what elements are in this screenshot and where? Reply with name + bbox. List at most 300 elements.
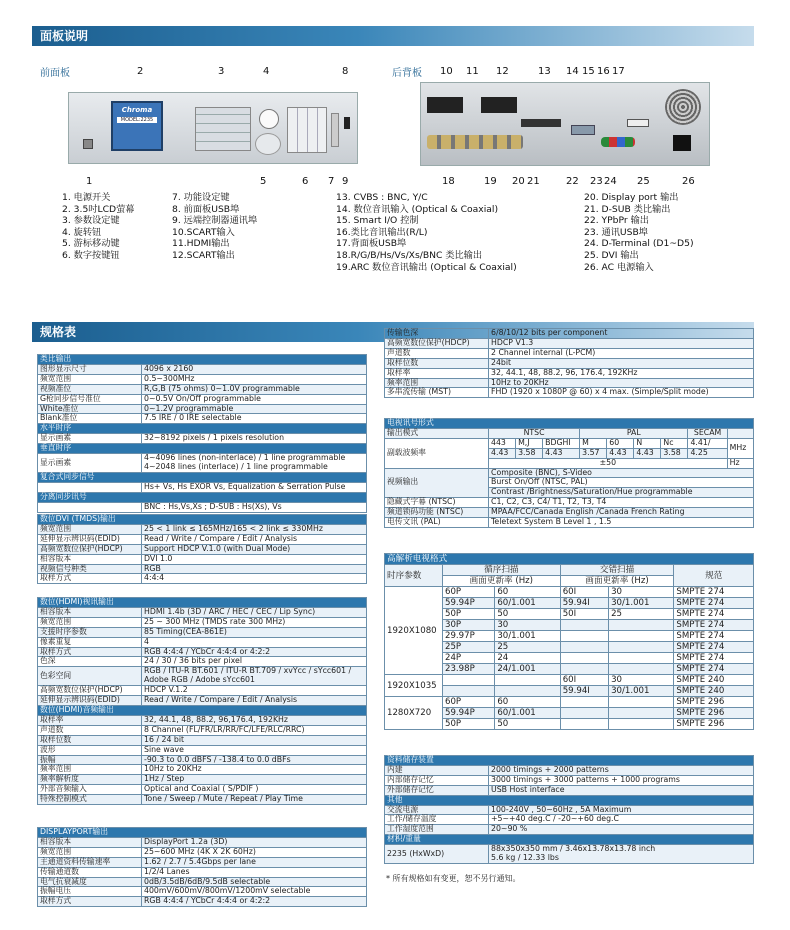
spec-key: 特殊控制模式 xyxy=(38,795,142,805)
spec-row xyxy=(38,524,367,534)
legend-item: 18.R/G/B/Hs/Vs/Xs/BNC 类比输出 xyxy=(336,249,483,261)
hdtv-standard-header: 规范 xyxy=(674,565,754,587)
spec-row xyxy=(38,837,367,847)
spec-section-header: 复合式同步信号 xyxy=(38,472,367,482)
spec-row xyxy=(38,374,367,384)
spec-key: 主通道资料传输速率 xyxy=(38,857,142,867)
front-usb-port[interactable] xyxy=(344,117,350,129)
spec-value: 7.5 IRE / 0 IRE selectable xyxy=(142,414,367,424)
tv-sys: Nc xyxy=(661,438,688,448)
legend-item: 13. CVBS : BNC, Y/C xyxy=(336,192,428,203)
callout-16: 16 xyxy=(597,66,610,77)
spec-row xyxy=(38,544,367,554)
legend-item: 3. 参数设定键 xyxy=(62,215,120,227)
hdtv-cell xyxy=(609,664,674,675)
spec-value: 25~600 MHz (4K X 2K 60Hz) xyxy=(142,847,367,857)
hdtv-cell xyxy=(609,697,674,708)
spec-row xyxy=(38,657,367,667)
spec-value: RGB 4:4:4 / YCbCr 4:4:4 or 4:2:2 xyxy=(142,897,367,907)
rear-panel-photo xyxy=(420,82,710,166)
callout-21: 21 xyxy=(527,176,540,187)
hdtv-cell: SMPTE 274 xyxy=(674,598,754,609)
power-switch[interactable] xyxy=(83,139,93,149)
spec-value: RGB xyxy=(142,564,367,574)
spec-value: 8 Channel (FL/FR/LR/RR/FC/LFE/RLC/RRC) xyxy=(142,725,367,735)
spec-row xyxy=(38,454,367,473)
spec-value: DVI 1.0 xyxy=(142,554,367,564)
spec-row xyxy=(385,815,754,825)
spec-key: 相容版本 xyxy=(38,607,142,617)
spec-key: 显示画素 xyxy=(38,454,142,473)
spec-key: 取样率 xyxy=(385,368,489,378)
tv-freq: 4.25 xyxy=(688,448,727,458)
spec-value: DisplayPort 1.2a (3D) xyxy=(142,837,367,847)
spec-row xyxy=(38,607,367,617)
hdtv-cell: 50I xyxy=(560,609,608,620)
spec-key: 频率范围 xyxy=(38,765,142,775)
hdtv-resolution: 1920X1080 xyxy=(385,587,443,675)
spec-key: 相容版本 xyxy=(38,837,142,847)
spec-value: Optical and Coaxial ( S/PDIF ) xyxy=(142,785,367,795)
front-panel-label: 前面板 xyxy=(40,68,70,79)
spec-value: 0~0.5V On/Off programmable xyxy=(142,394,367,404)
hdtv-rate-header: 画面更新率 (Hz) xyxy=(443,576,561,587)
hdtv-cell: 50P xyxy=(443,719,495,730)
spec-key: 高频宽数位保护(HDCP) xyxy=(38,686,142,696)
spec-key: 支援时序参数 xyxy=(38,627,142,637)
dsub-output[interactable] xyxy=(571,125,595,135)
hdtv-cell: 60P xyxy=(443,587,495,598)
hdtv-cell xyxy=(560,664,608,675)
hdtv-cell xyxy=(443,675,495,686)
spec-key: 取样方式 xyxy=(38,647,142,657)
spec-value: 1.62 / 2.7 / 5.4Gbps per lane xyxy=(142,857,367,867)
hdtv-cell: 25P xyxy=(443,642,495,653)
number-keypad[interactable] xyxy=(287,107,327,153)
spec-value: 4:4:4 xyxy=(142,574,367,584)
hdtv-rate-header: 画面更新率 (Hz) xyxy=(560,576,674,587)
spec-row xyxy=(385,348,754,358)
callout-24: 24 xyxy=(604,176,617,187)
hdtv-cell: SMPTE 240 xyxy=(674,675,754,686)
spec-value: 4 xyxy=(142,637,367,647)
spec-key: 延伸显示辨识码(EDID) xyxy=(38,696,142,706)
hdtv-cell: 30/1.001 xyxy=(609,598,674,609)
tv-subcarrier-label: 副载波频率 xyxy=(385,438,489,468)
spec-row xyxy=(38,617,367,627)
callout-5: 5 xyxy=(260,176,267,187)
legend-item: 8. 前面板USB埠 xyxy=(172,203,240,215)
hdtv-cell xyxy=(495,686,560,697)
spec-row xyxy=(38,667,367,686)
callout-13: 13 xyxy=(538,66,551,77)
hdtv-cell: 60I xyxy=(560,675,608,686)
tv-freq: 3.58 xyxy=(661,448,688,458)
tv-freq: 4.43 xyxy=(634,448,661,458)
callout-19: 19 xyxy=(484,176,497,187)
dvi-output[interactable] xyxy=(627,119,649,127)
hdtv-cell: 60I xyxy=(560,587,608,598)
hdtv-cell: 29.97P xyxy=(443,631,495,642)
hdtv-cell xyxy=(609,708,674,719)
callout-18: 18 xyxy=(442,176,455,187)
spec-key xyxy=(38,502,142,512)
spec-row xyxy=(385,805,754,815)
spec-value: 24bit xyxy=(489,358,754,368)
legend-item: 9. 远端控制器通讯埠 xyxy=(172,215,258,227)
hdtv-cell: 25 xyxy=(609,609,674,620)
bnc-row[interactable] xyxy=(427,135,523,149)
hdtv-cell xyxy=(560,719,608,730)
spec-table-dvi xyxy=(37,514,367,584)
hdtv-cell: SMPTE 296 xyxy=(674,719,754,730)
spec-key: 传输通道数 xyxy=(38,867,142,877)
hdtv-cell: SMPTE 296 xyxy=(674,708,754,719)
spec-row xyxy=(38,745,367,755)
spec-table-storage xyxy=(384,755,754,864)
spec-row xyxy=(38,867,367,877)
spec-key: 工作湿度范围 xyxy=(385,825,489,835)
spec-key: 高频宽数位保护(HDCP) xyxy=(38,544,142,554)
spec-row xyxy=(38,765,367,775)
spec-row xyxy=(38,502,367,512)
scart-input[interactable] xyxy=(427,97,463,113)
spec-value: -90.3 to 0.0 dBFS / -138.4 to 0.0 dBFs xyxy=(142,755,367,765)
spec-row xyxy=(38,554,367,564)
spec-key: 2235 (HxWxD) xyxy=(385,845,489,864)
footnote: * 所有规格如有变更，恕不另行通知。 xyxy=(386,874,521,883)
screen-model: MODEL:2235 xyxy=(117,117,157,123)
rotary-knob[interactable] xyxy=(259,109,279,129)
legend-item: 4. 旋转钮 xyxy=(62,226,102,238)
hdtv-cell: 60P xyxy=(443,697,495,708)
tv-video-label: 视频输出 xyxy=(385,468,489,498)
spec-value: 25 < 1 link ≤ 165MHz/165 < 2 link ≤ 330MHz xyxy=(142,524,367,534)
spec-row xyxy=(385,388,754,398)
callout-2: 2 xyxy=(137,66,144,77)
hdtv-cell: SMPTE 240 xyxy=(674,686,754,697)
spec-value: 10Hz to 20KHz xyxy=(489,378,754,388)
spec-key: 视频信号种类 xyxy=(38,564,142,574)
hdtv-1035-rows xyxy=(385,675,754,697)
hdtv-cell xyxy=(495,675,560,686)
spec-row xyxy=(38,795,367,805)
callout-17: 17 xyxy=(612,66,625,77)
hdtv-resolution: 1920X1035 xyxy=(385,675,443,697)
spec-value: 2 Channel internal (L-PCM) xyxy=(489,348,754,358)
hdtv-cell: 60/1.001 xyxy=(495,598,560,609)
spec-key: 内部储存记忆 xyxy=(385,775,489,785)
spec-table-hdtv xyxy=(384,553,754,730)
legend-item: 11.HDMI输出 xyxy=(172,238,230,250)
cursor-keys[interactable] xyxy=(255,133,281,155)
tv-sys: M xyxy=(580,438,607,448)
spec-row xyxy=(385,845,754,864)
spec-value: 1Hz / Step xyxy=(142,775,367,785)
hdtv-cell xyxy=(560,620,608,631)
scart-output[interactable] xyxy=(481,97,517,113)
hdtv-cell: 60 xyxy=(495,697,560,708)
hdtv-cell: SMPTE 274 xyxy=(674,642,754,653)
hdtv-cell xyxy=(609,719,674,730)
tv-mhz: MHz xyxy=(727,438,753,458)
tv-freq: 4.43 xyxy=(489,448,516,458)
legend-item: 1. 电源开关 xyxy=(62,192,111,203)
spec-key: 相容版本 xyxy=(38,554,142,564)
param-keys[interactable] xyxy=(195,107,251,151)
spec-value: 10Hz to 20KHz xyxy=(142,765,367,775)
hdtv-cell: 50 xyxy=(495,719,560,730)
spec-value: 4096 x 2160 xyxy=(142,364,367,374)
spec-row xyxy=(38,637,367,647)
callout-3: 3 xyxy=(218,66,225,77)
spec-key: 频宽范围 xyxy=(38,374,142,384)
spec-key: 频宽范围 xyxy=(38,524,142,534)
spec-table-analog xyxy=(37,354,367,513)
spec-value: RGB 4:4:4 / YCbCr 4:4:4 or 4:2:2 xyxy=(142,647,367,657)
spec-value: HDCP V.1.2 xyxy=(142,686,367,696)
hdtv-cell: 30/1.001 xyxy=(495,631,560,642)
spec-key: 内建 xyxy=(385,765,489,775)
ypbpr-output[interactable] xyxy=(601,137,635,147)
spec-value: Hs+ Vs, Hs EXOR Vs, Equalization & Serration Pulse xyxy=(142,482,367,492)
tv-tolerance: ±50 xyxy=(489,458,728,468)
hdtv-cell: SMPTE 296 xyxy=(674,697,754,708)
spec-key: 频宽范围 xyxy=(38,847,142,857)
hdtv-cell: 24/1.001 xyxy=(495,664,560,675)
spec-section-title: 规格表 xyxy=(32,322,754,342)
tv-secam: SECAM xyxy=(688,428,727,438)
hdtv-720-rows xyxy=(385,697,754,730)
hdtv-title: 高解析电视格式 xyxy=(385,554,754,565)
hdtv-cell: 30 xyxy=(609,675,674,686)
spec-row xyxy=(38,715,367,725)
tv-teletext-label: 电传文讯 (PAL) xyxy=(385,518,489,528)
spec-table-tv-signal xyxy=(384,418,754,528)
spec-value: Sine wave xyxy=(142,745,367,755)
spec-row xyxy=(38,627,367,637)
spec-value: +5~+40 deg.C / -20~+60 deg.C xyxy=(489,815,754,825)
hdtv-cell: 59.94I xyxy=(560,686,608,697)
spec-value: 85 Timing(CEA-861E) xyxy=(142,627,367,637)
spec-value: 32~8192 pixels / 1 pixels resolution xyxy=(142,434,367,444)
spec-key: 取样方式 xyxy=(38,574,142,584)
spec-section-header: 水平时序 xyxy=(38,424,367,434)
spec-row xyxy=(38,887,367,897)
spec-value: 2000 timings + 2000 patterns xyxy=(489,765,754,775)
legend-item: 5. 游标移动键 xyxy=(62,238,120,250)
legend-item: 26. AC 电源输入 xyxy=(584,261,654,273)
spec-value: HDMI 1.4b (3D / ARC / HEC / CEC / Lip Sync) xyxy=(142,607,367,617)
legend-item: 10.SCART输入 xyxy=(172,226,235,238)
spec-row xyxy=(385,338,754,348)
spec-row xyxy=(385,775,754,785)
front-legend-col1 xyxy=(62,192,134,262)
tv-sys: 443 xyxy=(489,438,516,448)
spec-value: 6/8/10/12 bits per component xyxy=(489,329,754,339)
spec-key: 视频准位 xyxy=(38,384,142,394)
tv-sys: M,J xyxy=(516,438,543,448)
legend-item: 12.SCART输出 xyxy=(172,249,235,261)
hdtv-cell: 50 xyxy=(495,609,560,620)
tv-lock-label: 频道锁码功能 (NTSC) xyxy=(385,508,489,518)
spec-key: 取样位数 xyxy=(38,735,142,745)
spec-value: 24 / 30 / 36 bits per pixel xyxy=(142,657,367,667)
spec-key: Blank准位 xyxy=(38,414,142,424)
tv-lock: MPAA/FCC/Canada English /Canada French Rating xyxy=(489,508,754,518)
tv-sys: N xyxy=(634,438,661,448)
spec-section-header: 数位(HDMI)视讯输出 xyxy=(38,598,367,608)
hdtv-cell: 59.94I xyxy=(560,598,608,609)
hdtv-cell: SMPTE 274 xyxy=(674,609,754,620)
ac-power-input[interactable] xyxy=(673,135,691,151)
spec-value: 16 / 24 bit xyxy=(142,735,367,745)
spec-row xyxy=(38,564,367,574)
legend-item: 19.ARC 数位音讯输出 (Optical & Coaxial) xyxy=(336,261,517,273)
spec-key: 取样方式 xyxy=(38,897,142,907)
spec-table-displayport xyxy=(37,827,367,907)
spec-key: 外部储存记忆 xyxy=(385,785,489,795)
hdtv-cell xyxy=(609,653,674,664)
spec-key: 振幅电压 xyxy=(38,887,142,897)
spec-value: 32, 44.1, 48, 88.2, 96, 176.4, 192KHz xyxy=(489,368,754,378)
hdtv-cell: SMPTE 274 xyxy=(674,631,754,642)
hdtv-cell xyxy=(560,708,608,719)
spec-table-hdmi xyxy=(37,597,367,805)
hdtv-cell: 24P xyxy=(443,653,495,664)
legend-item: 2. 3.5吋LCD萤幕 xyxy=(62,203,135,215)
tv-sys: BDGHI xyxy=(543,438,580,448)
tv-ntsc: NTSC xyxy=(489,428,580,438)
screen-brand: Chroma xyxy=(121,106,153,114)
spec-key: 声道数 xyxy=(385,348,489,358)
spec-value: Tone / Sweep / Mute / Repeat / Play Time xyxy=(142,795,367,805)
spec-row xyxy=(38,725,367,735)
rear-legend-col1 xyxy=(336,192,517,273)
spec-value: RGB / ITU-R BT.601 / ITU-R BT.709 / xvYcc / sYcc601 / Adobe RGB / Adobe sYcc601 xyxy=(142,667,367,686)
spec-value: 32, 44.1, 48, 88.2, 96,176.4, 192KHz xyxy=(142,715,367,725)
spec-key: G枪同步信号准位 xyxy=(38,394,142,404)
hdtv-row xyxy=(385,675,754,686)
spec-key: 显示画素 xyxy=(38,434,142,444)
spec-key: 电气抗衰减度 xyxy=(38,877,142,887)
callout-9: 9 xyxy=(342,176,349,187)
spec-key: 取样率 xyxy=(38,715,142,725)
spec-row xyxy=(385,329,754,339)
spec-value: 4~4096 lines (non-interlace) / 1 line programmable 4~2048 lines (interlace) / 1 line programmable xyxy=(142,454,367,473)
spec-key: 多串流传输 (MST) xyxy=(385,388,489,398)
spec-key: 频率范围 xyxy=(385,378,489,388)
spec-value: 25 ~ 300 MHz (TMDS rate 300 MHz) xyxy=(142,617,367,627)
spec-row xyxy=(38,897,367,907)
hdtv-cell xyxy=(560,631,608,642)
callout-12: 12 xyxy=(496,66,509,77)
front-legend-col2 xyxy=(172,192,257,262)
hdtv-cell xyxy=(560,642,608,653)
callout-1: 1 xyxy=(86,176,93,187)
hdtv-progressive-header: 循序扫描 xyxy=(443,565,561,576)
spec-key: 色深 xyxy=(38,657,142,667)
hdtv-cell: SMPTE 274 xyxy=(674,653,754,664)
hdtv-cell xyxy=(609,631,674,642)
tv-output-mode-label: 输出模式 xyxy=(385,428,489,438)
spec-value: R,G,B (75 ohms) 0~1.0V programmable xyxy=(142,384,367,394)
spec-value: 0.5~300MHz xyxy=(142,374,367,384)
tv-sys: 60 xyxy=(607,438,634,448)
spec-key: 色彩空间 xyxy=(38,667,142,686)
spec-section-header: 数位(HDMI)音频输出 xyxy=(38,705,367,715)
spec-value: BNC : Hs,Vs,Xs ; D-SUB : Hs(Xs), Vs xyxy=(142,502,367,512)
callout-26: 26 xyxy=(682,176,695,187)
function-keys[interactable] xyxy=(331,113,339,147)
tv-cc: C1, C2, C3, C4/ T1, T2, T3, T4 xyxy=(489,498,754,508)
spec-row xyxy=(38,482,367,492)
hdtv-cell: 30/1.001 xyxy=(609,686,674,697)
tv-freq: 3.57 xyxy=(580,448,607,458)
tv-title: 电视讯号形式 xyxy=(385,419,754,429)
hdtv-cell: SMPTE 274 xyxy=(674,620,754,631)
spec-section-header: 垂直时序 xyxy=(38,444,367,454)
spec-value: Read / Write / Compare / Edit / Analysis xyxy=(142,696,367,706)
rear-legend-col2 xyxy=(584,192,694,273)
tv-video: Composite (BNC), S-Video xyxy=(489,468,754,478)
lcd-screen xyxy=(111,101,163,151)
hdtv-cell xyxy=(443,686,495,697)
legend-item: 7. 功能设定键 xyxy=(172,192,230,203)
hdtv-cell: 25 xyxy=(495,642,560,653)
hdtv-cell: 30 xyxy=(495,620,560,631)
callout-4: 4 xyxy=(263,66,270,77)
hdtv-cell: 30P xyxy=(443,620,495,631)
spec-row xyxy=(385,785,754,795)
hdtv-cell: 30 xyxy=(609,587,674,598)
hdtv-cell: 60 xyxy=(495,587,560,598)
spec-value: 0dB/3.5dB/6dB/9.5dB selectable xyxy=(142,877,367,887)
callout-25: 25 xyxy=(637,176,650,187)
front-panel-photo xyxy=(68,92,358,164)
spec-key: 像素重复 xyxy=(38,637,142,647)
spec-key: 取样位数 xyxy=(385,358,489,368)
spec-section-header: DISPLAYPORT输出 xyxy=(38,828,367,838)
tv-freq: 3.58 xyxy=(516,448,543,458)
spec-value: 100-240V , 50~60Hz , 5A Maximum xyxy=(489,805,754,815)
tv-empty-cell xyxy=(727,428,753,438)
legend-item: 17.背面板USB埠 xyxy=(336,238,407,250)
spec-value: HDCP V1.3 xyxy=(489,338,754,348)
spec-value: 20~90 % xyxy=(489,825,754,835)
spec-key: 工作/储存温度 xyxy=(385,815,489,825)
spec-value: 0~1.2V programmable xyxy=(142,404,367,414)
legend-item: 24. D-Terminal (D1~D5) xyxy=(584,238,694,250)
hdmi-ports[interactable] xyxy=(521,119,561,127)
spec-key: 延伸显示辨识码(EDID) xyxy=(38,534,142,544)
spec-row xyxy=(38,857,367,867)
spec-row xyxy=(38,534,367,544)
spec-row xyxy=(385,358,754,368)
hdtv-cell: 24 xyxy=(495,653,560,664)
spec-value: Support HDCP V.1.0 (with Dual Mode) xyxy=(142,544,367,554)
callout-20: 20 xyxy=(512,176,525,187)
spec-value: USB Host interface xyxy=(489,785,754,795)
callout-22: 22 xyxy=(566,176,579,187)
hdtv-cell xyxy=(609,620,674,631)
callout-11: 11 xyxy=(466,66,479,77)
panel-section-title: 面板说明 xyxy=(32,26,754,46)
tv-freq: 4.43 xyxy=(607,448,634,458)
spec-row xyxy=(38,696,367,706)
spec-value: 3000 timings + 3000 patterns + 1000 programs xyxy=(489,775,754,785)
spec-row xyxy=(38,647,367,657)
